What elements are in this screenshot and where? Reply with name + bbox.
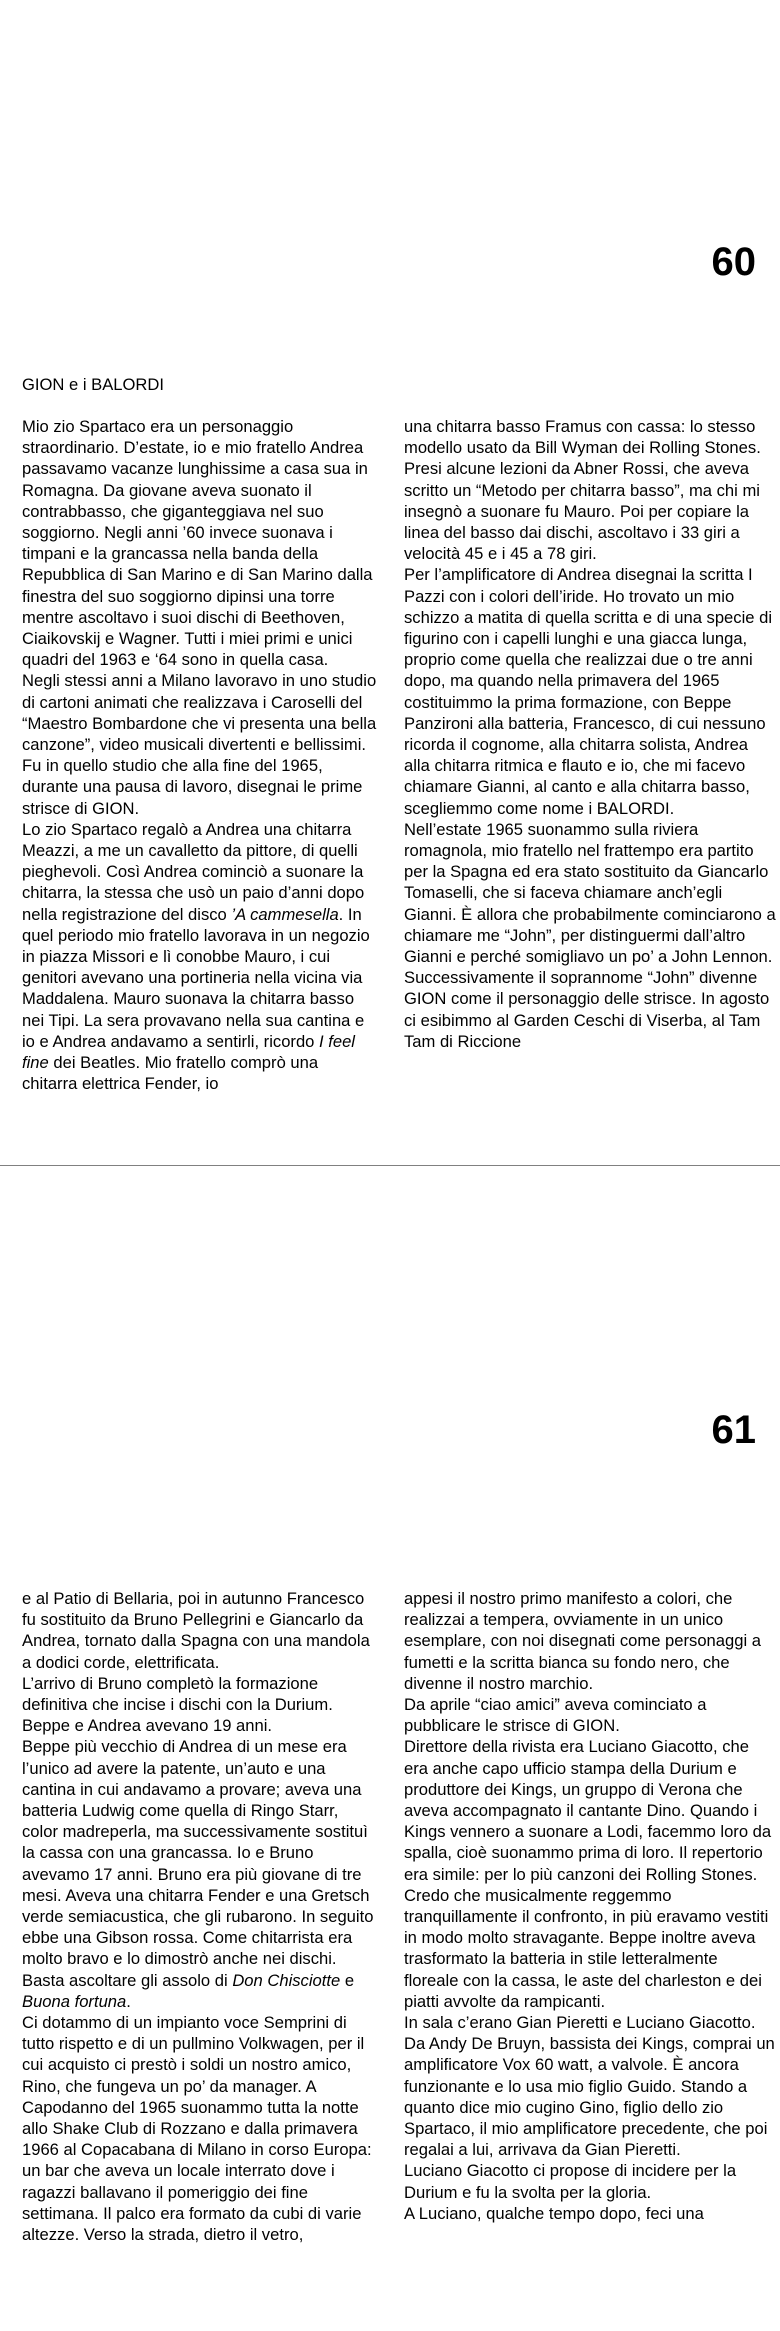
page-number-60: 60 xyxy=(711,240,756,284)
page-61-column-right xyxy=(404,1588,776,2224)
page-60-column-right xyxy=(404,416,776,1052)
paragraph: e al Patio di Bellaria, poi in autunno Francesco fu sostituito da Bruno Pellegrini e Giancarlo da Andrea, tornato dalla Spagna con una mandola a dodici corde, elettrificata. xyxy=(22,1589,370,1672)
paragraph: Ci dotammo di un impianto voce Semprini di tutto rispetto e di un pullmino Volkwagen, per il cui acquisto ci prestò i soldi un nostro amico, Rino, che fungeva un po’ da manager. A Capodanno del 1965 suonammo tutta la notte allo Shake Club di Rozzano e dalla primavera 1966 al Copacabana di Milano in corso Europa: un bar che aveva un locale interrato dove i ragazzi ballavano il pomeriggio dei fine settimana. Il palco era formato da cubi di varie altezze. Verso la strada, dietro il vetro, xyxy=(22,2013,372,2245)
page-61-column-left xyxy=(22,1588,377,2245)
paragraph: Luciano Giacotto ci propose di incidere per la Durium e fu la svolta per la gloria. xyxy=(404,2161,737,2202)
paragraph: Lo zio Spartaco regalò a Andrea una chitarra Meazzi, a me un cavalletto da pittore, di quelli pieghevoli. Così Andrea cominciò a suonare la chitarra, la stessa che usò un paio d’anni dopo nella registrazione del disco ’A cammesella. In quel periodo mio fratello lavorava in un negozio in piazza Missori e lì conobbe Mauro, i cui genitori avevano una portineria nella vicina via Maddalena. Mauro suonava la chitarra basso nei Tipi. La sera provavano nella sua cantina e io e Andrea andavamo a sentirli, ricordo I feel fine dei Beatles. Mio fratello comprò una chitarra elettrica Fender, io xyxy=(22,819,370,1094)
paragraph: Nell’estate 1965 suonammo sulla riviera romagnola, mio fratello nel frattempo era partito per la Spagna ed era stato sostituito da Giancarlo Tomaselli, che si faceva chiamare anch’egli Gianni. È allora che probabilmente cominciarono a chiamare me “John”, per distinguermi dall’altro Gianni e perché somigliavo un po’ a John Lennon. Successivamente il soprannome “John” divenne GION come il personaggio delle strisce. In agosto ci esibimmo al Garden Ceschi di Viserba, al Tam Tam di Riccione xyxy=(404,819,776,1051)
paragraph: Da Andy De Bruyn, bassista dei Kings, comprai un amplificatore Vox 60 watt, a valvole. È ancora funzionante e lo usa mio figlio Guido. Stando a quanto dice mio cugino Gino, figlio dello zio Spartaco, il mio amplificatore precedente, che poi regalai a lui, arrivava da Gian Pieretti. xyxy=(404,2034,775,2160)
page-60-column-left xyxy=(22,416,377,1095)
paragraph: Per l’amplificatore di Andrea disegnai la scritta I Pazzi con i colori dell’iride. Ho trovato un mio schizzo a matita di quella scritta e di una specie di figurino con i capelli lunghi e una giacca lunga, proprio come quella che realizzai due o tre anni dopo, ma quando nella primavera del 1965 costituimmo la prima formazione, con Beppe Panzironi alla batteria, Francesco, di cui nessuno ricorda il cognome, alla chitarra solista, Andrea alla chitarra ritmica e flauto e io, che mi facevo chiamare Gianni, al canto e alla chitarra basso, scegliemmo come nome i BALORDI. xyxy=(404,565,773,818)
paragraph: una chitarra basso Framus con cassa: lo stesso modello usato da Bill Wyman dei Rolling Stones. Presi alcune lezioni da Abner Rossi, che aveva scritto un “Metodo per chitarra basso”, ma chi mi insegnò a suonare fu Mauro. Poi per copiare la linea del basso dai dischi, ascoltavo i 33 giri a velocità 45 e i 45 a 78 giri. xyxy=(404,417,761,564)
paragraph: In sala c’erano Gian Pieretti e Luciano Giacotto. xyxy=(404,2013,756,2033)
paragraph: Direttore della rivista era Luciano Giacotto, che era anche capo ufficio stampa della Durium e produttore dei Kings, un gruppo di Verona che aveva accompagnato il cantante Dino. Quando i Kings vennero a suonare a Lodi, facemmo loro da spalla, cioè suonammo prima di loro. Il repertorio era simile: per lo più canzoni dei Rolling Stones. Credo che musicalmente reggemmo tranquillamente il confronto, in più eravamo vestiti in modo molto stravagante. Beppe inoltre aveva trasformato la batteria in stile letteralmente floreale con la cassa, le aste del charleston e dei piatti avvolte da rampicanti. xyxy=(404,1737,772,2011)
paragraph: Beppe più vecchio di Andrea di un mese era l’unico ad avere la patente, un’auto e una cantina in cui andavamo a provare; aveva una batteria Ludwig come quella di Ringo Starr, color madreperla, ma successivamente sostituì la cassa con una grancassa. Io e Bruno avevamo 17 anni. Bruno era più giovane di tre mesi. Aveva una chitarra Fender e una Gretsch verde semiacustica, che gli rubarono. In seguito ebbe una Gibson rossa. Come chitarrista era molto bravo e lo dimostrò anche nei dischi. Basta ascoltare gli assolo di Don Chisciotte e Buona fortuna. xyxy=(22,1737,374,2011)
paragraph: Da aprile “ciao amici” aveva cominciato a pubblicare le strisce di GION. xyxy=(404,1695,707,1736)
paragraph: Negli stessi anni a Milano lavoravo in uno studio di cartoni animati che realizzava i Caroselli del “Maestro Bombardone che vi presenta una bella canzone”, video musicali divertenti e bellissimi. Fu in quello studio che alla fine del 1965, durante una pausa di lavoro, disegnai le prime strisce di GION. xyxy=(22,671,377,818)
paragraph: L’arrivo di Bruno completò la formazione definitiva che incise i dischi con la Durium. Beppe e Andrea avevano 19 anni. xyxy=(22,1673,333,1736)
paragraph: Mio zio Spartaco era un personaggio straordinario. D’estate, io e mio fratello Andrea passavamo vacanze lunghissime a casa sua in Romagna. Da giovane aveva suonato il contrabbasso, che giganteggiava nel suo soggiorno. Negli anni ’60 invece suonava i timpani e la grancassa nella banda della Repubblica di San Marino e di San Marino dalla finestra del suo soggiorno dipinsi una torre mentre ascoltavo i suoi dischi di Beethoven, Ciaikovskij e Wagner. Tutti i miei primi e unici quadri del 1963 e ‘64 sono in quella casa. xyxy=(22,417,373,670)
page-divider xyxy=(0,1165,780,1166)
paragraph: appesi il nostro primo manifesto a colori, che realizzai a tempera, ovviamente in un unico esemplare, con noi disegnati come personaggi a fumetti e la scritta bianca su fondo nero, che divenne il nostro marchio. xyxy=(404,1589,761,1693)
page-number-61: 61 xyxy=(711,1408,756,1452)
page-61-body xyxy=(22,1588,776,2245)
page-60-body xyxy=(22,416,776,1095)
page-title: GION e i BALORDI xyxy=(22,375,165,394)
paragraph: A Luciano, qualche tempo dopo, feci una xyxy=(404,2203,704,2223)
